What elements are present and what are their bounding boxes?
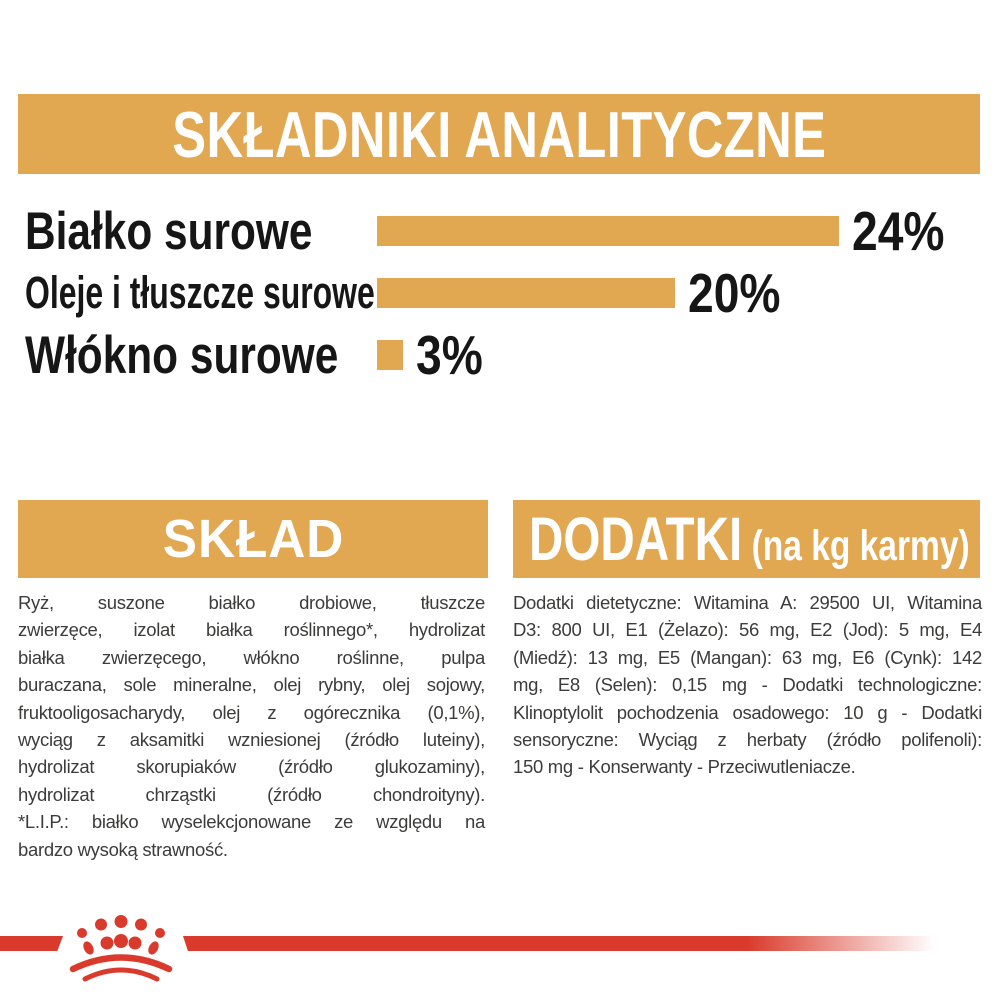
composition-text bbox=[18, 589, 485, 863]
chart-row-protein bbox=[18, 200, 980, 262]
composition-line: fruktooligosacharydy, olej z ogórecznika (0,1%), bbox=[18, 701, 485, 723]
composition-line: Ryż, suszone białko drobiowe, tłuszcze bbox=[18, 592, 485, 613]
additives-line: Klinoptylolit pochodzenia osadowego: 10 g - Dodatki bbox=[513, 701, 982, 723]
analytical-constituents-banner bbox=[18, 94, 980, 174]
chart-bar-fat bbox=[377, 278, 675, 308]
composition-banner bbox=[18, 500, 488, 578]
chart-value-fibre: 3% bbox=[416, 324, 483, 386]
royal-canin-crown-icon bbox=[66, 908, 176, 984]
composition-line: bardzo wysoką strawność. bbox=[18, 838, 228, 860]
additives-line: 150 mg - Konserwanty - Przeciwutleniacze. bbox=[513, 756, 856, 778]
additives-subtitle: (na kg karmy) bbox=[751, 522, 970, 570]
composition-line: wyciąg z aksamitki wzniesionej (źródło luteiny), bbox=[18, 728, 485, 750]
composition-line: hydrolizat skorupiaków (źródło glukozaminy), bbox=[18, 756, 485, 778]
chart-category-label-fat: Oleje i tłuszcze surowe bbox=[25, 267, 375, 318]
chart-row-fibre bbox=[18, 324, 980, 386]
composition-line: *L.I.P.: białko wyselekcjonowane ze względu na bbox=[18, 811, 485, 833]
analytical-constituents-chart bbox=[18, 200, 980, 386]
composition-line: buraczana, sole mineralne, olej rybny, olej sojowy, bbox=[18, 674, 485, 696]
additives-line: (Miedź): 13 mg, E5 (Mangan): 63 mg, E6 (Cynk): 142 bbox=[513, 646, 982, 668]
composition-line: białka zwierzęcego, włókno roślinne, pulpa bbox=[18, 646, 485, 668]
additives-line: Dodatki dietetyczne: Witamina A: 29500 UI, Witamina bbox=[513, 592, 982, 613]
chart-category-label-protein: Białko surowe bbox=[25, 201, 313, 261]
additives-line: sensoryczne: Wyciąg z herbaty (źródło polifenoli): bbox=[513, 728, 982, 750]
additives-text bbox=[513, 589, 982, 781]
analytical-constituents-title: SKŁADNIKI ANALITYCZNE bbox=[171, 97, 827, 171]
composition-line: hydrolizat chrząstki (źródło chondroityny). bbox=[18, 783, 485, 805]
composition-title: SKŁAD bbox=[162, 509, 344, 569]
chart-row-fat bbox=[18, 262, 980, 324]
chart-category-label-fibre: Włókno surowe bbox=[25, 325, 339, 385]
additives-banner bbox=[513, 500, 980, 578]
additives-line: mg, E8 (Selen): 0,15 mg - Dodatki technologiczne: bbox=[513, 674, 982, 696]
chart-bar-protein bbox=[377, 216, 839, 246]
chart-value-protein: 24% bbox=[852, 200, 945, 262]
additives-title: DODATKI bbox=[529, 505, 743, 573]
composition-line: zwierzęce, izolat białka roślinnego*, hydrolizat bbox=[18, 619, 485, 641]
chart-value-fat: 20% bbox=[688, 262, 781, 324]
chart-bar-fibre bbox=[377, 340, 403, 370]
footer-red-band-right bbox=[183, 936, 1000, 951]
footer-red-band-left bbox=[0, 936, 63, 951]
additives-line: D3: 800 UI, E1 (Żelazo): 56 mg, E2 (Jod): 5 mg, E4 bbox=[513, 619, 982, 641]
